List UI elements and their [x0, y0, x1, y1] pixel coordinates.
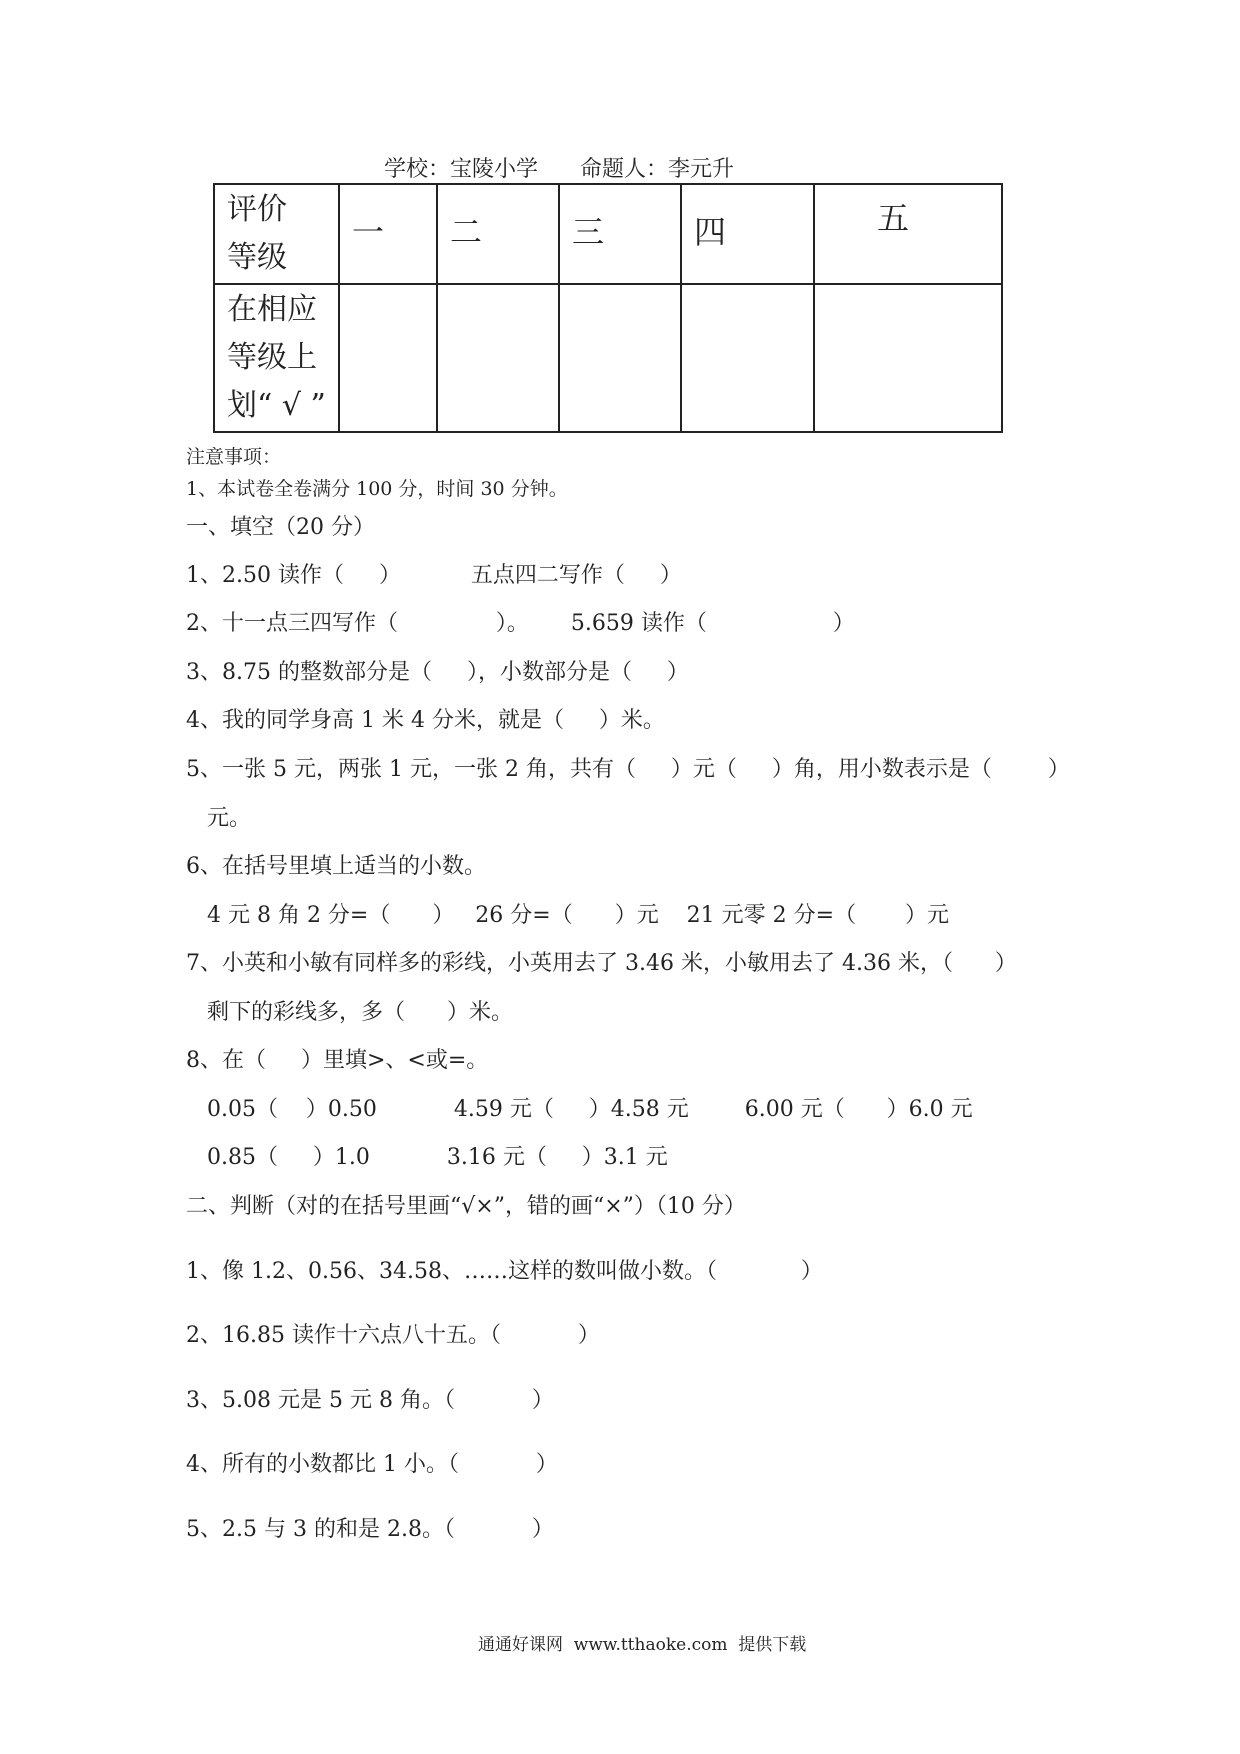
question-line: 2、十一点三四写作（ ）。 5.659 读作（ ） — [186, 611, 855, 636]
section-title-judge: 二、判断（对的在括号里画“√×”，错的画“×”）（10 分） — [186, 1194, 746, 1219]
level-cell — [814, 184, 1002, 284]
level-label: 一 — [352, 213, 385, 251]
question-line: 4 元 8 角 2 分=（ ） 26 分=（ ）元 21 元零 2 分=（ ）元 — [186, 903, 950, 928]
mark-label-line: 等级上 — [227, 340, 317, 375]
question-line: 0.85（ ）1.0 3.16 元（ ）3.1 元 — [186, 1145, 668, 1170]
level-cell — [559, 184, 681, 284]
question-line: 剩下的彩线多，多（ ）米。 — [186, 1000, 513, 1025]
question-line: 8、在（ ）里填>、<或=。 — [186, 1048, 489, 1073]
question-line: 元。 — [186, 806, 251, 831]
question-line: 4、所有的小数都比 1 小。（ ） — [186, 1452, 558, 1477]
notes-title: 注意事项： — [186, 446, 282, 468]
question-line: 3、5.08 元是 5 元 8 角。（ ） — [186, 1388, 554, 1413]
question-line: 2、16.85 读作十六点八十五。（ ） — [186, 1323, 600, 1348]
section-title-fill-blank: 一、填空（20 分） — [186, 515, 375, 540]
mark-label-line: 在相应 — [227, 292, 317, 327]
level-label: 四 — [694, 213, 727, 251]
question-line: 4、我的同学身高 1 米 4 分米，就是（ ）米。 — [186, 708, 665, 733]
grade-row-marks — [214, 284, 1002, 432]
mark-label-cell — [214, 284, 339, 432]
level-label: 三 — [572, 213, 605, 251]
grade-label-cell — [214, 184, 339, 284]
question-line: 1、像 1.2、0.56、34.58、……这样的数叫做小数。（ ） — [186, 1259, 823, 1284]
exam-header: 学校：宝陵小学 命题人：李元升 — [384, 157, 734, 182]
level-label: 二 — [450, 213, 483, 251]
question-line: 1、2.50 读作（ ） 五点四二写作（ ） — [186, 563, 682, 588]
level-cell — [437, 184, 559, 284]
mark-cell[interactable] — [814, 284, 1002, 432]
level-cell — [681, 184, 814, 284]
question-line: 6、在括号里填上适当的小数。 — [186, 854, 486, 879]
grade-label-line: 评价 — [227, 192, 287, 227]
question-line: 0.05（ ）0.50 4.59 元（ ）4.58 元 6.00 元（ ）6.0 元 — [186, 1097, 973, 1122]
mark-label-line: 划“ √ ” — [227, 388, 326, 423]
level-label: 五 — [877, 199, 910, 237]
level-cell — [339, 184, 437, 284]
question-line: 5、一张 5 元，两张 1 元，一张 2 角，共有（ ）元（ ）角，用小数表示是（ ） — [186, 757, 1070, 782]
mark-cell[interactable] — [437, 284, 559, 432]
mark-cell[interactable] — [681, 284, 814, 432]
grade-row-levels — [214, 184, 1002, 284]
grade-table — [213, 183, 1003, 433]
question-line: 5、2.5 与 3 的和是 2.8。（ ） — [186, 1517, 554, 1542]
footer-source: 通通好课网 www.tthaoke.com 提供下载 — [478, 1635, 807, 1655]
mark-cell[interactable] — [339, 284, 437, 432]
mark-cell[interactable] — [559, 284, 681, 432]
question-line: 7、小英和小敏有同样多的彩线，小英用去了 3.46 米，小敏用去了 4.36 米，（ ） — [186, 951, 1017, 976]
question-line: 3、8.75 的整数部分是（ ），小数部分是（ ） — [186, 660, 689, 685]
notes-item: 1、本试卷全卷满分 100 分，时间 30 分钟。 — [186, 478, 568, 500]
grade-label-line: 等级 — [227, 240, 287, 275]
